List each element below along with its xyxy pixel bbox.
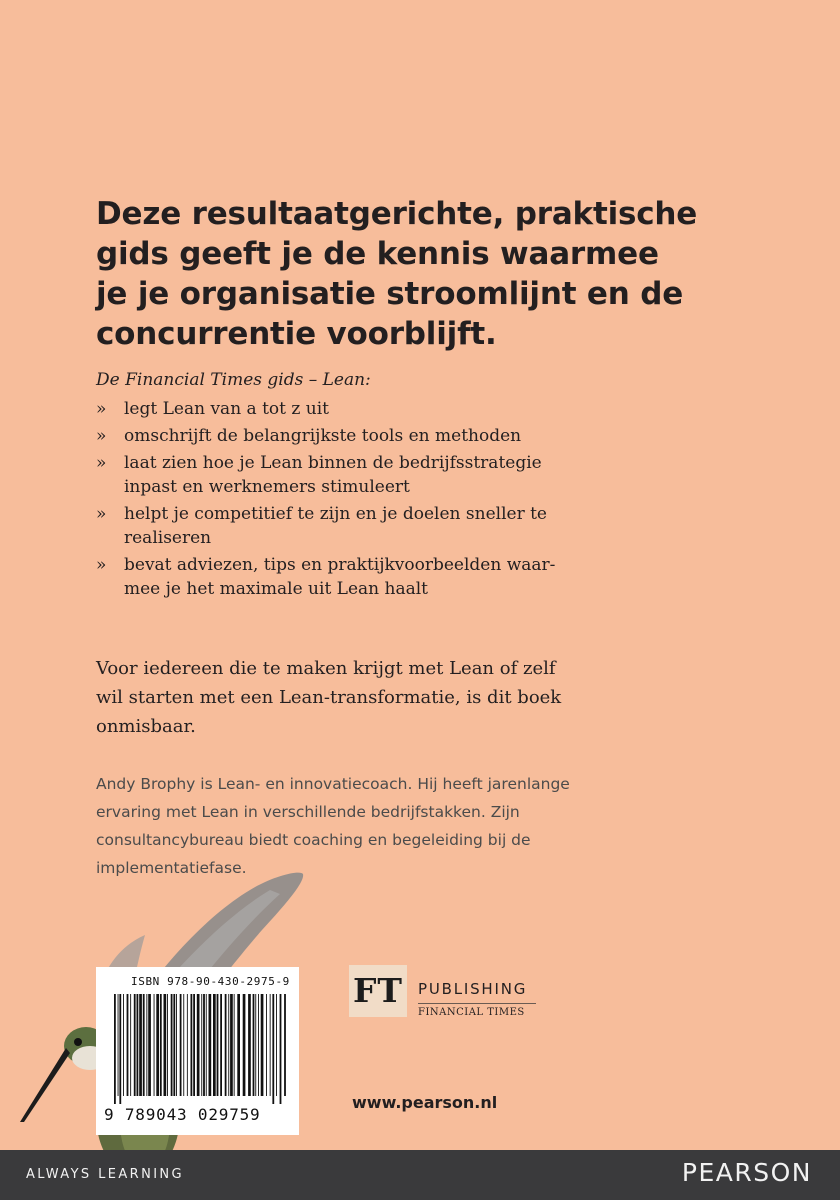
barcode-bar <box>176 994 177 1096</box>
bullet-mark: » <box>96 426 107 446</box>
barcode-bar <box>230 994 233 1096</box>
barcode-bar <box>266 994 267 1096</box>
barcode-bar <box>253 994 255 1096</box>
barcode-bar <box>173 994 175 1096</box>
bullet-mark: » <box>96 399 107 419</box>
bullet-text: bevat adviezen, tips en praktijkvoorbeelden waar- <box>124 555 556 575</box>
list-item <box>96 502 696 550</box>
barcode-bar <box>284 994 286 1096</box>
barcode-bar <box>160 994 162 1096</box>
barcode-bar <box>146 994 147 1096</box>
intro-title: De Financial Times gids – Lean: <box>96 370 371 390</box>
barcode-bar <box>123 994 124 1096</box>
summary-line: onmisbaar. <box>96 716 196 737</box>
author-line: Andy Brophy is Lean- en innovatiecoach. Hij heeft jarenlange <box>96 775 570 793</box>
footer-bar <box>0 1150 840 1200</box>
bullet-text: laat zien hoe je Lean binnen de bedrijfsstrategie <box>124 453 542 473</box>
barcode-bar <box>171 994 173 1096</box>
barcode-bar <box>261 994 264 1096</box>
barcode-bar <box>217 994 219 1096</box>
bullet-mark: » <box>96 504 107 524</box>
list-item <box>96 553 696 601</box>
barcode-bar <box>156 994 159 1096</box>
summary-line: wil starten met een Lean-transformatie, is dit boek <box>96 687 562 708</box>
publisher-subtitle: FINANCIAL TIMES <box>418 1007 525 1018</box>
list-item <box>96 397 696 421</box>
barcode-bar <box>258 994 259 1096</box>
barcode-bar <box>180 994 182 1096</box>
barcode-bar <box>134 994 136 1096</box>
barcode-bar <box>127 994 129 1096</box>
headline-line: je je organisatie stroomlijnt en de <box>96 276 684 312</box>
author-line: implementatiefase. <box>96 859 247 877</box>
barcode-bar <box>118 994 119 1096</box>
barcode-bar <box>114 994 116 1104</box>
barcode-bar <box>119 994 121 1104</box>
barcode-bar <box>237 994 240 1096</box>
barcode-bar <box>191 994 193 1096</box>
barcode-bar <box>280 994 282 1104</box>
barcode-bar <box>243 994 246 1096</box>
website-url: www.pearson.nl <box>352 1093 498 1112</box>
barcode-bar <box>220 994 222 1096</box>
barcode-bar <box>143 994 145 1096</box>
barcode-bar <box>137 994 139 1096</box>
barcode-bar <box>255 994 256 1096</box>
list-item <box>96 424 696 448</box>
barcode-bar <box>228 994 229 1096</box>
ft-logo-letters: FT <box>353 971 403 1010</box>
author-line: ervaring met Lean in verschillende bedrijfstakken. Zijn <box>96 803 520 821</box>
footer-slogan: ALWAYS LEARNING <box>26 1167 185 1182</box>
headline-line: Deze resultaatgerichte, praktische <box>96 196 698 232</box>
barcode-bar <box>225 994 227 1096</box>
barcode-bar <box>270 994 271 1096</box>
author-line: consultancybureau biedt coaching en begeleiding bij de <box>96 831 531 849</box>
isbn-barcode <box>96 967 299 1135</box>
barcode-bar <box>164 994 167 1096</box>
headline-line: gids geeft je de kennis waarmee <box>96 236 659 272</box>
publisher-name: PUBLISHING <box>418 980 528 998</box>
ft-logo <box>349 965 407 1017</box>
barcode-bar <box>197 994 200 1096</box>
bullet-text: helpt je competitief te zijn en je doelen sneller te <box>124 504 547 524</box>
bullet-text: realiseren <box>124 528 212 548</box>
barcode-bar <box>201 994 202 1096</box>
barcode-bar <box>276 994 277 1096</box>
barcode-bar <box>154 994 155 1096</box>
barcode-bar <box>206 994 207 1096</box>
barcode-bar <box>167 994 168 1096</box>
barcode-bar <box>213 994 216 1096</box>
barcode-bar <box>203 994 205 1096</box>
headline <box>96 194 796 354</box>
barcode-bar <box>248 994 251 1096</box>
barcode-bar <box>183 994 184 1096</box>
barcode-bar <box>272 994 274 1104</box>
headline-line: concurrentie voorblijft. <box>96 316 497 352</box>
barcode-bar <box>130 994 131 1096</box>
summary-paragraph <box>96 654 561 741</box>
bullet-text: inpast en werknemers stimuleert <box>124 477 410 497</box>
barcode-bar <box>148 994 151 1096</box>
pearson-logo: PEARSON <box>681 1158 812 1187</box>
barcode-bar <box>187 994 188 1096</box>
barcode-bar <box>139 994 142 1096</box>
publisher-divider <box>418 1003 536 1004</box>
barcode-bar <box>193 994 195 1096</box>
bullet-text: mee je het maximale uit Lean haalt <box>124 579 429 599</box>
isbn-label: ISBN 978-90-430-2975-9 <box>131 975 290 988</box>
barcode-bar <box>209 994 212 1096</box>
bullet-list <box>96 397 696 604</box>
bullet-mark: » <box>96 453 107 473</box>
summary-line: Voor iedereen die te maken krijgt met Lean of zelf <box>96 658 556 679</box>
barcode-digits: 9 789043 029759 <box>104 1105 261 1124</box>
barcode-bars <box>110 994 290 1104</box>
bullet-text: legt Lean van a tot z uit <box>124 399 329 419</box>
list-item <box>96 451 696 499</box>
barcode-bar <box>234 994 235 1096</box>
bullet-text: omschrijft de belangrijkste tools en methoden <box>124 426 522 446</box>
bullet-mark: » <box>96 555 107 575</box>
